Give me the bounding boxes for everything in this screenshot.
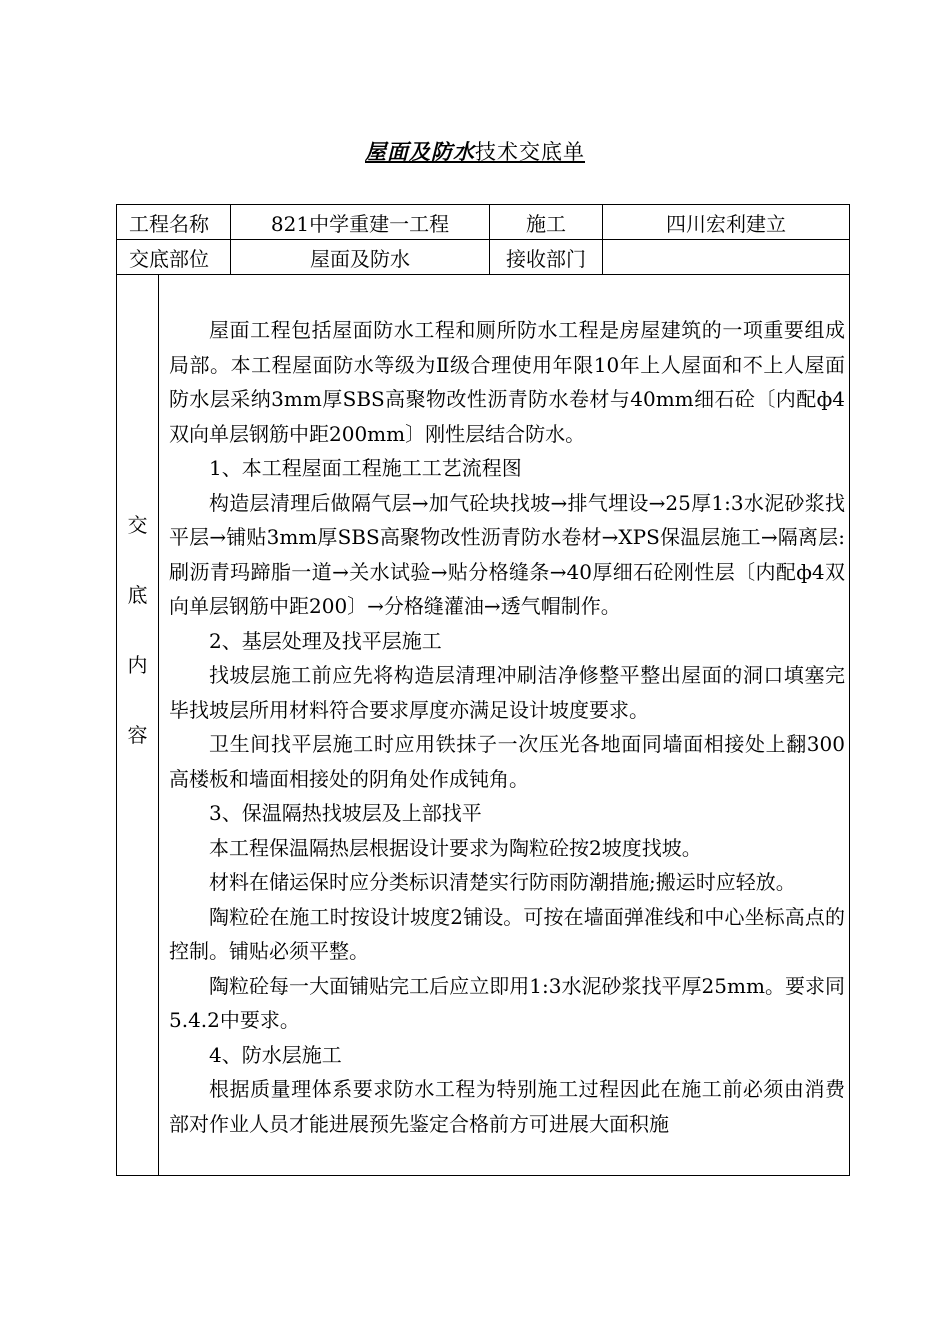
- side-char: 底: [127, 583, 148, 607]
- content-side-label: [117, 275, 159, 1176]
- paragraph: 陶粒砼在施工时按设计坡度2铺设。可按在墙面弹准线和中心坐标高点的控制。铺贴必须平整。: [169, 904, 845, 963]
- paragraph: 构造层清理后做隔气层→加气砼块找坡→排气埋设→25厚1:3水泥砂浆找平层→铺贴3mm厚SBS高聚物改性沥青防水卷材→XPS保温层施工→隔离层:刷沥青玛蹄脂一道→关水试验→贴分格缝条→40厚细石砼刚性层〔内配ф4双向单层钢筋中距200〕→分格缝灌油→透气帽制作。: [169, 490, 845, 618]
- title-part1: 屋面及防水: [365, 139, 475, 164]
- form-row-project: [117, 205, 850, 240]
- content-body: [159, 275, 850, 1176]
- paragraph: 本工程保温隔热层根据设计要求为陶粒砼按2坡度找坡。: [209, 835, 702, 860]
- side-char: 容: [127, 723, 148, 747]
- disclosure-form: [116, 204, 850, 1176]
- receive-dept-value: [603, 240, 850, 275]
- section-heading: 4、防水层施工: [209, 1042, 342, 1067]
- paragraph: 卫生间找平层施工时应用铁抹子一次压光各地面同墙面相接处上翻300高楼板和墙面相接处的阴角处作成钝角。: [169, 732, 845, 791]
- construction-value: 四川宏利建立: [603, 205, 850, 240]
- form-row-content: [117, 275, 850, 1176]
- side-char: 内: [127, 653, 148, 677]
- paragraph: 根据质量理体系要求防水工程为特别施工过程因此在施工前必须由消费部对作业人员才能进展预先鉴定合格前方可进展大面积施: [169, 1077, 845, 1136]
- construction-label: 施工: [490, 205, 603, 240]
- section-heading: 3、保温隔热找坡层及上部找平: [209, 801, 482, 825]
- paragraph: 陶粒砼每一大面铺贴完工后应立即用1:3水泥砂浆找平厚25mm。要求同5.4.2中要求。: [169, 973, 845, 1032]
- paragraph: 材料在储运保时应分类标识清楚实行防雨防潮措施;搬运时应轻放。: [209, 870, 796, 894]
- project-name-value: 821中学重建一工程: [231, 205, 490, 240]
- section-heading: 2、基层处理及找平层施工: [209, 628, 442, 653]
- receive-dept-label: 接收部门: [490, 240, 603, 275]
- paragraph: 找坡层施工前应先将构造层清理冲刷洁净修整平整出屋面的洞口填塞完毕找坡层所用材料符合要求厚度亦满足设计坡度要求。: [169, 663, 845, 722]
- section-heading: 1、本工程屋面工程施工工艺流程图: [209, 456, 522, 480]
- document-title: [0, 136, 950, 166]
- project-name-label: 工程名称: [117, 205, 231, 240]
- paragraph: 屋面工程包括屋面防水工程和厕所防水工程是房屋建筑的一项重要组成局部。本工程屋面防水等级为Ⅱ级合理使用年限10年上人屋面和不上人屋面防水层采纳3mm厚SBS高聚物改性沥青防水卷材与40mm细石砼〔内配ф4双向单层钢筋中距200mm〕刚性层结合防水。: [169, 318, 845, 446]
- title-part2: 技术交底单: [475, 140, 585, 164]
- disclosure-part-label: 交底部位: [117, 240, 231, 275]
- disclosure-part-value: 屋面及防水: [231, 240, 490, 275]
- side-char: 交: [127, 513, 148, 537]
- form-row-part: [117, 240, 850, 275]
